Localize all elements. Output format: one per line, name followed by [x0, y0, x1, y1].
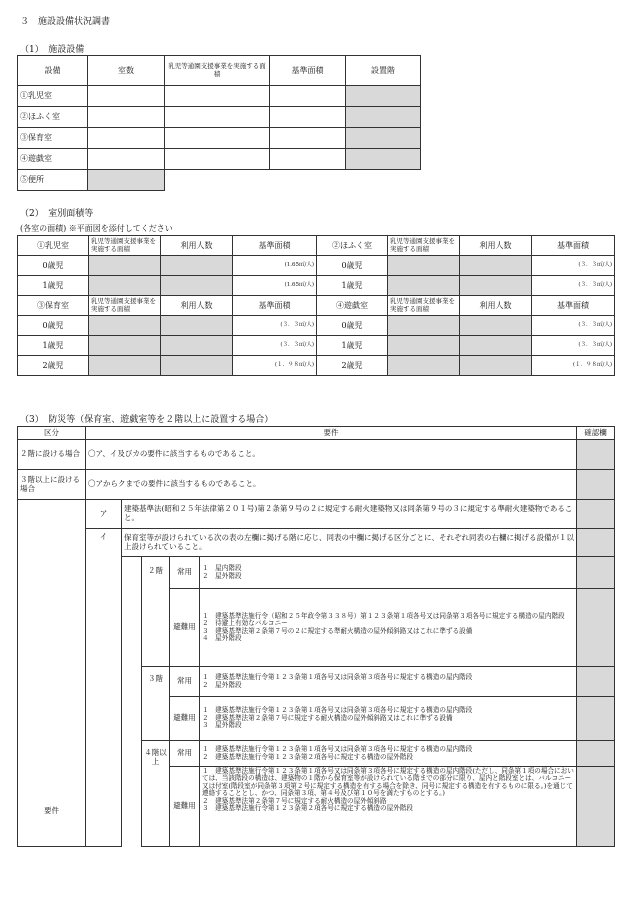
check-cell[interactable] [577, 667, 615, 697]
header-equipment: 設備 [18, 56, 88, 86]
floor-2-label: ２階 [142, 557, 170, 667]
room-count-cell[interactable] [88, 86, 165, 107]
room-name: ③保育室 [18, 296, 89, 316]
row-label: ⑤便所 [18, 170, 88, 191]
std-area-value: (１．９８㎡/人) [532, 356, 615, 376]
area-cell[interactable] [89, 256, 161, 276]
item-i-mark: イ [86, 529, 122, 847]
f2-normal-list [200, 557, 577, 589]
normal-label: 常用 [170, 667, 200, 697]
header-std-area: 基準面積 [270, 56, 346, 86]
users-cell[interactable] [161, 276, 233, 296]
area-cell[interactable] [388, 316, 460, 336]
f4-evac-list [200, 767, 577, 847]
area-cell[interactable] [388, 276, 460, 296]
section-2-title: （2） 室別面積等 [20, 209, 94, 219]
list-item: ２ 屋外階段 [202, 680, 242, 689]
area-cell[interactable] [388, 356, 460, 376]
std-area-value: (1.65㎡/人) [233, 256, 317, 276]
room-name: ④遊戯室 [317, 296, 388, 316]
check-cell[interactable] [577, 440, 615, 470]
list-item: ２ 建築基準法施行令第１２３条第２項各号に規定する構造の屋外階段 [202, 752, 413, 761]
check-cell[interactable] [577, 470, 615, 500]
row-label: ③保育室 [18, 128, 88, 149]
std-area-value: (３．３㎡/人) [233, 336, 317, 356]
area-cell[interactable] [89, 316, 161, 336]
users-cell[interactable] [460, 276, 532, 296]
header-area: 乳児等通園支援事業を実施する面積 [388, 296, 460, 316]
age-label: 1歳児 [317, 276, 388, 296]
floor-cell[interactable] [346, 149, 421, 170]
evac-label: 避難用 [170, 589, 200, 667]
room-count-cell[interactable] [88, 170, 165, 191]
section-1-title: （1） 施設設備 [20, 45, 85, 55]
area-cell[interactable] [89, 276, 161, 296]
age-label: 0歳児 [18, 256, 89, 276]
section-2-note: (各室の面積) ※平面図を添付してください [20, 224, 173, 233]
age-label: 0歳児 [317, 316, 388, 336]
std-area-value: (３．３㎡/人) [532, 336, 615, 356]
header-std-area: 基準面積 [233, 236, 317, 256]
users-cell[interactable] [460, 256, 532, 276]
item-i-text: 保育室等が設けられている次の表の左欄に掲げる階に応じ、同表の中欄に掲げる区分ごとに、それぞれ同表の右欄に掲げる設備が１以上設けられていること。 [122, 529, 577, 557]
users-cell[interactable] [161, 336, 233, 356]
header-users: 利用人数 [161, 236, 233, 256]
check-cell[interactable] [577, 500, 615, 529]
header-requirement: 要件 [86, 427, 577, 440]
list-item: ３ 建築基準法施行令第１２３条第２項各号に規定する構造の屋外階段 [202, 803, 413, 812]
check-cell[interactable] [577, 589, 615, 667]
row-text-2f: 〇ア、イ及びカの要件に該当するものであること。 [86, 440, 577, 470]
f2-evac-list [200, 589, 577, 667]
check-cell[interactable] [577, 557, 615, 589]
row-text-3f: 〇アからクまでの要件に該当するものであること。 [86, 470, 577, 500]
area-cell[interactable] [89, 356, 161, 376]
floor-cell[interactable] [346, 86, 421, 107]
normal-label: 常用 [170, 741, 200, 767]
header-room-count: 室数 [88, 56, 165, 86]
list-item: １ 建築基準法施行令（昭和２５年政令第３３８号）第１２３条第１項各号又は同条第３項各号に規定する構造の屋内階段 [202, 611, 565, 620]
list-item: ４ 屋外階段 [202, 633, 242, 642]
check-cell[interactable] [577, 767, 615, 847]
std-area-value: (1.65㎡/人) [233, 276, 317, 296]
age-label: 0歳児 [18, 316, 89, 336]
list-item: ３ 屋外階段 [202, 721, 242, 730]
std-area-value: (３．３㎡/人) [532, 256, 615, 276]
check-cell[interactable] [577, 741, 615, 767]
header-area: 乳児等通園支援事業を実施する面積 [388, 236, 460, 256]
users-cell[interactable] [460, 356, 532, 376]
row-label-3f: ３階以上に設ける場合 [18, 470, 86, 500]
area-cell[interactable] [388, 336, 460, 356]
area-cell[interactable] [165, 107, 270, 128]
std-area-value: (３．３㎡/人) [532, 316, 615, 336]
requirements-label: 要件 [18, 500, 86, 847]
spacer-cell [122, 557, 142, 847]
age-label: 2歳児 [317, 356, 388, 376]
room-name: ①乳児室 [18, 236, 89, 256]
row-label: ①乳児室 [18, 86, 88, 107]
header-std-area: 基準面積 [532, 296, 615, 316]
floor-cell[interactable] [346, 128, 421, 149]
std-area-value: (３．３㎡/人) [532, 276, 615, 296]
std-area-cell[interactable] [270, 128, 346, 149]
age-label: 1歳児 [18, 336, 89, 356]
header-floor: 設置階 [346, 56, 421, 86]
floor-cell[interactable] [346, 107, 421, 128]
normal-label: 常用 [170, 557, 200, 589]
room-name: ②ほふく室 [317, 236, 388, 256]
header-std-area: 基準面積 [233, 296, 317, 316]
list-item: ３ 建築基準法第２条第７号の２に規定する準耐火構造の屋外傾斜路又はこれに準ずる設備 [202, 626, 473, 635]
floor-3-label: ３階 [142, 667, 170, 741]
header-kubun: 区分 [18, 427, 86, 440]
std-area-cell[interactable] [270, 86, 346, 107]
header-std-area: 基準面積 [532, 236, 615, 256]
room-area-table [17, 235, 615, 376]
std-area-cell[interactable] [270, 149, 346, 170]
area-cell[interactable] [165, 149, 270, 170]
floor-4-label: ４階以上 [142, 741, 170, 847]
area-cell[interactable] [165, 128, 270, 149]
list-item: ２ 建築基準法第２条第７号に規定する耐火構造の屋外傾斜路 [202, 796, 387, 805]
f4-normal-list [200, 741, 577, 767]
disaster-prevention-table [17, 426, 615, 847]
header-area: 乳児等通園支援事業を実施する面積 [165, 56, 270, 86]
list-item: １ 建築基準法施行令第１２３条第１項各号又は同条第３項各号に規定する構造の屋内階段 [202, 673, 473, 682]
header-area: 乳児等通園支援事業を実施する面積 [89, 296, 161, 316]
list-item: ２ 待避上有効なバルコニー [202, 619, 288, 628]
row-label-2f: ２階に設ける場合 [18, 440, 86, 470]
users-cell[interactable] [161, 256, 233, 276]
list-item: １ 建築基準法施行令第１２３条第１項各号又は同条第３項各号に規定する構造の屋内階段 [202, 745, 473, 754]
evac-label: 避難用 [170, 767, 200, 847]
facility-table [17, 55, 421, 191]
f3-evac-list [200, 697, 577, 741]
age-label: 1歳児 [317, 336, 388, 356]
list-item: １ 建築基準法施行令第１２３条第１項各号又は同条第３項各号に規定する構造の屋内階段 [202, 706, 473, 715]
page-heading: ３ 施設設備状況調書 [20, 17, 111, 27]
users-cell[interactable] [161, 316, 233, 336]
age-label: 2歳児 [18, 356, 89, 376]
header-users: 利用人数 [460, 236, 532, 256]
users-cell[interactable] [161, 356, 233, 376]
room-count-cell[interactable] [88, 128, 165, 149]
evac-label: 避難用 [170, 697, 200, 741]
area-cell[interactable] [388, 256, 460, 276]
f3-normal-list [200, 667, 577, 697]
row-label: ②ほふく室 [18, 107, 88, 128]
header-check: 確認欄 [577, 427, 615, 440]
std-area-value: (３．３㎡/人) [233, 316, 317, 336]
list-item: ２ 建築基準法第２条第７号に規定する耐火構造の屋外傾斜路又はこれに準ずる設備 [202, 713, 453, 722]
users-cell[interactable] [460, 336, 532, 356]
row-label: ④遊戯室 [18, 149, 88, 170]
std-area-cell[interactable] [270, 107, 346, 128]
age-label: 1歳児 [18, 276, 89, 296]
check-cell[interactable] [577, 697, 615, 741]
area-cell[interactable] [89, 336, 161, 356]
section-3-title: （3） 防災等（保育室、遊戯室等を２階以上に設置する場合） [20, 415, 274, 425]
item-a-mark: ア [86, 500, 122, 529]
header-area: 乳児等通園支援事業を実施する面積 [89, 236, 161, 256]
check-cell[interactable] [577, 529, 615, 557]
header-users: 利用人数 [460, 296, 532, 316]
list-item: ２ 屋外階段 [202, 571, 242, 580]
list-item: １ 屋内階段 [202, 564, 242, 573]
std-area-value: (１．９８㎡/人) [233, 356, 317, 376]
room-count-cell[interactable] [88, 107, 165, 128]
area-cell[interactable] [165, 86, 270, 107]
age-label: 0歳児 [317, 256, 388, 276]
item-a-text: 建築基準法(昭和２５年法律第２０１号)第２条第９号の２に規定する耐火建築物又は同条第９号の３に規定する準耐火建築物であること。 [122, 500, 577, 529]
users-cell[interactable] [460, 316, 532, 336]
header-users: 利用人数 [161, 296, 233, 316]
list-item: １ 建築基準法施行令第１２３条第１項各号又は同条第３項各号に規定する構造の屋内階段(ただし、同条第１項の場合においては、当該階段の構造は、建築物の１階から保育室等が設けられている階までの部分に限り、屋内と階段室とは、バルコニー又は付室(階段室が同条第３項第２号に規定する構造を有する場合を除き、同号に規定する構造を有するものに限る。)を通じて連絡することとし、かつ、同条第３項、第４号及び第１０号を満たすものとする。) [202, 767, 574, 798]
room-count-cell[interactable] [88, 149, 165, 170]
